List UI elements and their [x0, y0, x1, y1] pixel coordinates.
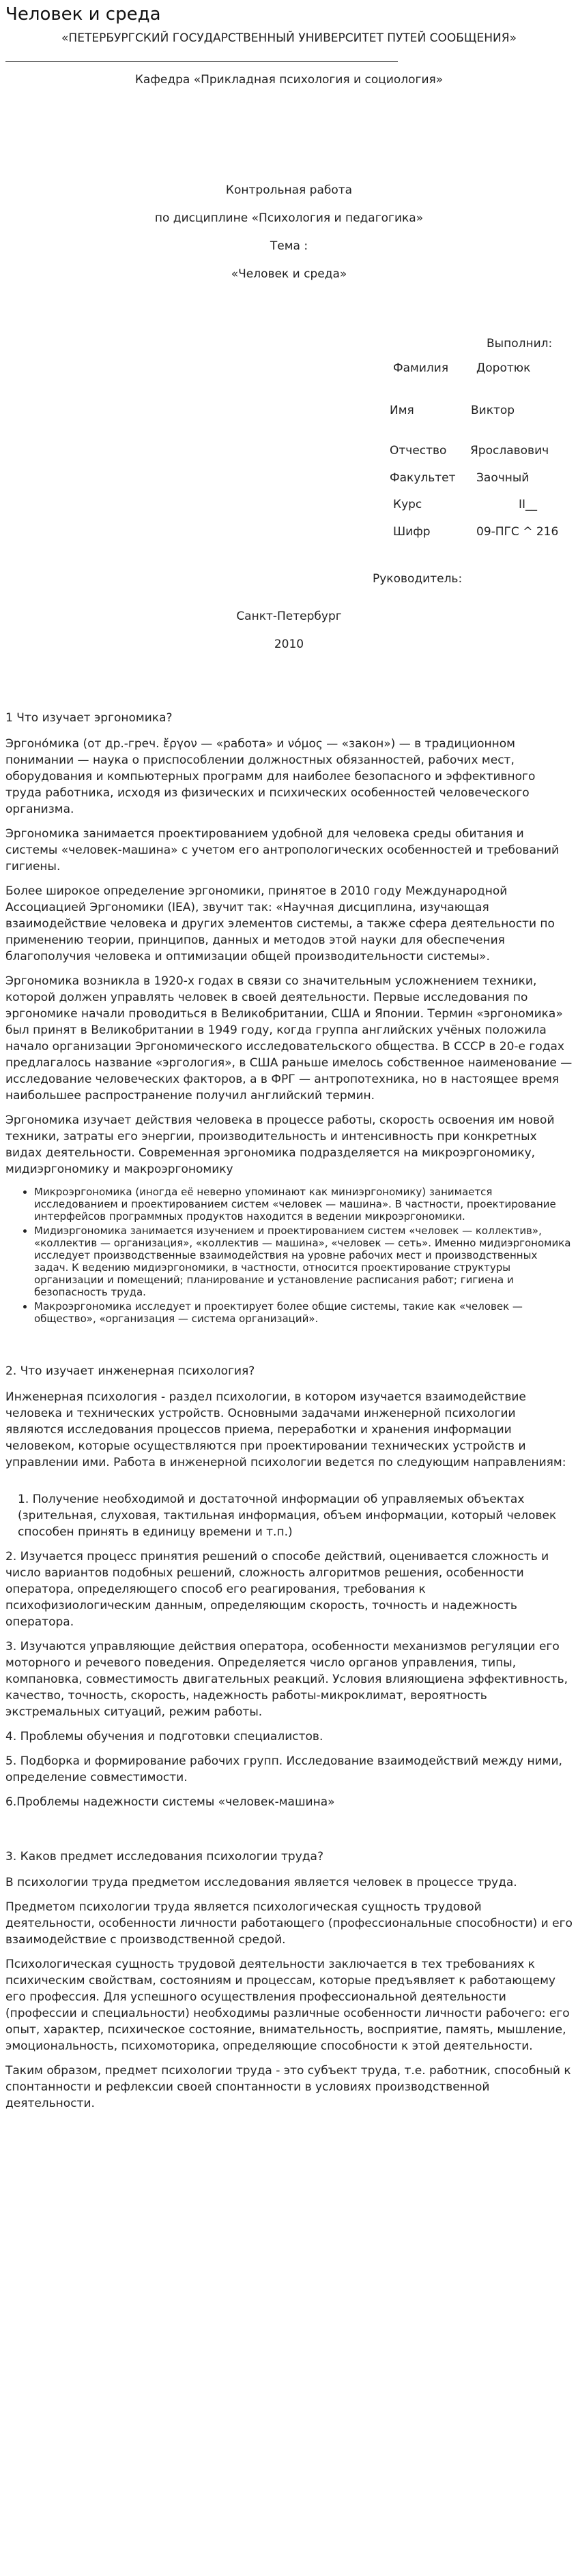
student-info-block	[5, 335, 573, 588]
paragraph: В психологии труда предметом исследования является человек в процессе труда.	[5, 1876, 517, 1889]
paragraph: Таким образом, предмет психологии труда - это субъект труда, т.е. работник, способный к спонтанности и рефлексии своей спонтанности в условиях производственной деятельности.	[5, 2064, 571, 2110]
year: 2010	[274, 638, 304, 651]
numbered-item: 4. Проблемы обучения и подготовки специалистов.	[5, 1730, 323, 1743]
name-label: Имя	[390, 404, 414, 417]
paragraph: Эргоно́мика (от др.-греч. ἔργον — «работа» и νόμος — «закон») — в традиционном понимании — наука о приспособлении должностных обязанностей, рабочих мест, оборудования и компьютерных программ для наиболее безопасного и эффективного труда работника, исходя из физических и психических особенностей человеческого организма.	[5, 737, 536, 816]
section-heading: 2. Что изучает инженерная психология?	[5, 1364, 255, 1378]
paragraph: Более широкое определение эргономики, принятое в 2010 году Международной Ассоциацией Эргономики (IEA), звучит так: «Научная дисциплина, изучающая взаимодействие человека и других элементов системы, а также сфера деятельности по применению теории, принципов, данных и методов этой науки для обеспечения благополучия человека и оптимизации общей производительности системы».	[5, 884, 555, 963]
department-name: Кафедра «Прикладная психология и социология»	[134, 73, 444, 87]
patronymic-label: Отчество	[390, 444, 447, 458]
document-title: Человек и среда	[5, 4, 161, 25]
horizontal-divider	[5, 61, 398, 62]
paragraph: Эргономика возникла в 1920-х годах в связи со значительным усложнением техники, которой должен управлять человек в своей деятельности. Первые исследования по эргономике начали проводиться в Великобритании, США и Японии. Термин «эргономика» был принят в Великобритании в 1949 году, когда группа английских учёных положила начало организации Эргономического исследовательского общества. В СССР в 20-е годах предлагалось название «эргология», в США раньше имелось собственное наименование — исследование человеческих факторов, а в ФРГ — антропотехника, но в настоящее время наибольшее распространение получил английский термин.	[5, 974, 573, 1103]
paragraph: Предметом психологии труда является психологическая сущность трудовой деятельности, особенности личности работающего (профессиональные способности) и его взаимодействие с производственной средой.	[5, 1900, 573, 1947]
patronymic-value: Ярославович	[470, 444, 549, 458]
section-engineering-psychology	[5, 1363, 573, 1810]
work-discipline: по дисциплине «Психология и педагогика»	[154, 211, 424, 225]
list-item: • Мидиэргономика занимается изучением и проектированием систем «человек — коллектив», «коллектив — организация», «коллектив — машина», «человек — сеть». Именно мидиэргономика исследует производственные взаимодействия на уровне рабочих мест и производственных задач. К ведению мидиэргономики, в частности, относится проектирование структуры организации и помещений; планирование и установление расписания работ; гигиена и безопасность труда.	[34, 1225, 573, 1298]
university-name: «ПЕТЕРБУРГСКИЙ ГОСУДАРСТВЕННЫЙ УНИВЕРСИТЕТ ПУТЕЙ СООБЩЕНИЯ»	[61, 31, 517, 45]
section-ergonomics	[5, 710, 573, 1325]
code-label: Шифр	[393, 525, 431, 539]
faculty-value: Заочный	[476, 471, 530, 485]
numbered-item: 5. Подборка и формирование рабочих групп. Исследование взаимодействий между ними, определение совместимости.	[5, 1754, 562, 1784]
paragraph: Эргономика изучает действия человека в процессе работы, скорость освоения им новой техники, затраты его энергии, производительность и интенсивность при конкретных видах деятельности. Современная эргономика подразделяется на микроэргономику, мидиэргономику и макроэргономику	[5, 1113, 555, 1176]
numbered-item: 1. Получение необходимой и достаточной информации об управляемых объектах (зрительная, слуховая, тактильная информация, объем информации, который человек способен принять в единицу времени и т.п.)	[18, 1493, 557, 1539]
city: Санкт-Петербург	[236, 610, 342, 623]
done-by-label: Выполнил:	[487, 337, 553, 350]
supervisor-label: Руководитель:	[373, 572, 463, 586]
paragraph: Психологическая сущность трудовой деятельности заключается в тех требованиях к психическим свойствам, состояниям и процессам, которые предъявляет к работающему его профессия. Для успешного осуществления профессиональной деятельности (профессии и специальности) необходимы различные особенности личности рабочего: его опыт, характер, психическое состояние, внимательность, восприятие, память, мышление, эмоциональность, психомоторика, определяющие способности к этой деятельности.	[5, 1958, 570, 2053]
work-title: Контрольная работа	[225, 183, 353, 197]
surname-value: Доротюк	[476, 361, 531, 375]
surname-label: Фамилия	[393, 361, 449, 375]
paragraph: Инженерная психология - раздел психологии, в котором изучается взаимодействие человека и технических устройств. Основными задачами инженерной психологии являются исследования процессов приема, переработки и хранения информации человеком, которые осуществляются при проектировании технических устройств и управлении ими. Работа в инженерной психологии ведется по следующим направлениям:	[5, 1390, 566, 1469]
numbered-item: 2. Изучается процесс принятия решений о способе действий, оценивается сложность и число вариантов подобных решений, сложность алгоритмов решения, особенности оператора, определяющего способ его реагирования, требования к психофизиологическим данным, определяющим скорость, точность и надежность оператора.	[5, 1550, 549, 1629]
work-topic: «Человек и среда»	[231, 267, 347, 281]
course-value: II__	[519, 498, 538, 511]
list-item: • Макроэргономика исследует и проектирует более общие системы, такие как «человек — общество», «организация — система организаций».	[34, 1300, 573, 1325]
paragraph: Эргономика занимается проектированием удобной для человека среды обитания и системы «человек-машина» с учетом его антропологических особенностей и требований гигиены.	[5, 827, 560, 873]
section-heading: 3. Каков предмет исследования психологии труда?	[5, 1850, 323, 1863]
numbered-item: 3. Изучаются управляющие действия оператора, особенности механизмов регуляции его моторного и речевого поведения. Определяется число органов управления, типы, компановка, совместимость двигательных реакций. Условия влияющиена эффективность, качество, точность, скорость, надежность работы-микроклимат, вероятность экстремальных ситуаций, режим работы.	[5, 1640, 568, 1719]
numbered-item: 6.Проблемы надежности системы «человек-машина»	[5, 1795, 335, 1809]
faculty-label: Факультет	[390, 471, 456, 485]
document-page	[0, 3, 578, 2147]
work-title-block	[5, 182, 573, 282]
code-value: 09-ПГС ^ 216	[476, 525, 559, 539]
name-value: Виктор	[471, 404, 515, 417]
ergonomics-types-list	[5, 1186, 573, 1325]
section-labor-psychology	[5, 1848, 573, 2112]
list-item: • Микроэргономика (иногда её неверно упоминают как миниэргономику) занимается исследованием и проектированием систем «человек — машина». В частности, проектирование интерфейсов программных продуктов находится в ведении микроэргономики.	[34, 1186, 573, 1223]
work-topic-label: Тема :	[270, 239, 308, 253]
section-heading: 1 Что изучает эргономика?	[5, 711, 173, 725]
course-label: Курс	[393, 498, 422, 511]
